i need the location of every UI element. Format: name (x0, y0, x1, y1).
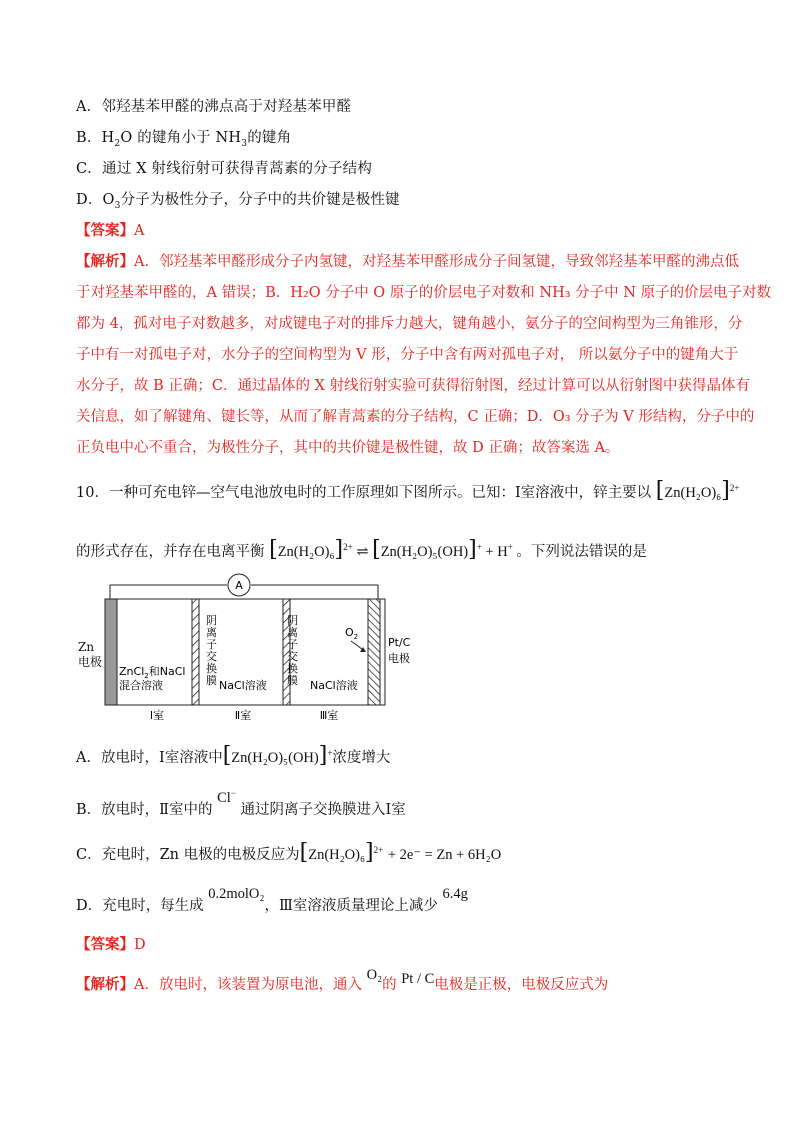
q10-option-c-post: + 2e⁻ = Zn + 6H₂O (387, 846, 502, 863)
battery-diagram (95, 573, 411, 723)
q9-option-a: A．邻羟基苯甲醛的沸点高于对羟基苯甲醛 (76, 99, 352, 115)
q9-answer-value: A (134, 223, 145, 239)
q10-option-a-post: 浓度增大 (332, 749, 391, 766)
q10-option-c (76, 840, 501, 865)
q10-eq-plus: + H (485, 543, 508, 560)
room3-solution: NaCl溶液 (310, 679, 358, 692)
room1-solution: ZnCl$_2$和NaCl (119, 665, 186, 680)
q10-eq-left-charge: 2+ (343, 542, 353, 552)
q9-option-b-sub2: 3 (241, 138, 248, 149)
q10-complex-1: $[Zn(H_2O)_6]^{2+}$ (655, 477, 740, 503)
q10-option-d-amount: 0.2molO₂ (208, 886, 265, 902)
q9-option-d (76, 190, 400, 216)
svg-text:阴: 阴 (287, 614, 298, 627)
q9-option-b-post: 的键角 (247, 130, 292, 146)
q9-option-b-pre: B．H (76, 130, 115, 146)
q10-option-c-species: $[Zn(H_2O)_6]^{2+}$ (299, 839, 384, 865)
q10-analysis (76, 967, 609, 995)
zn-label-2: 电极 (78, 655, 103, 669)
q10-eq-h-charge: + (507, 542, 513, 552)
room1-label: Ⅰ室 (149, 709, 165, 722)
room2-label: Ⅱ室 (234, 709, 252, 722)
q10-option-d (76, 886, 468, 916)
q9-analysis-line-6: 关信息，如了解键角、键长等，从而了解青蒿素的分子结构，C 正确；D．O₃ 分子为 V 形结构，分子中的 (76, 409, 755, 425)
membrane-1-label (206, 614, 217, 687)
q10-option-a (76, 743, 390, 768)
o2-label: $O_2$ (345, 626, 359, 641)
q10-answer-label: 【答案】 (76, 936, 134, 953)
room1-solution-2: 混合溶液 (119, 679, 163, 692)
svg-text:子: 子 (287, 638, 298, 651)
q10-option-b-pre: B．放电时，Ⅱ室中的 (76, 801, 213, 818)
svg-text:阴: 阴 (206, 614, 217, 627)
q10-eq-arrow: ⇌ (356, 543, 369, 560)
q10-stem-line-2 (76, 537, 647, 562)
q9-analysis-label: 【解析】 (76, 253, 134, 270)
q9-analysis-line-5: 水分子，故 B 正确；C．通过晶体的 X 射线衍射实验可获得衍射图，经过计算可以从衍射图中获得晶体有 (76, 378, 751, 394)
q10-analysis-pre: A．放电时，该装置为原电池，通入 (134, 977, 362, 993)
q10-answer-value: D (134, 937, 146, 953)
q10-analysis-post: 电极是正极，电极反应式为 (434, 977, 609, 993)
svg-text:换: 换 (206, 662, 217, 675)
zn-electrode-label (78, 640, 102, 670)
ptc-label-2: 电极 (388, 652, 410, 665)
svg-text:子: 子 (206, 638, 217, 651)
svg-text:交: 交 (206, 650, 217, 663)
q9-analysis-line-4: 子中有一对孤电子对，水分子的空间构型为 V 形，分子中含有两对孤电子对， 所以氨分子中的键角大于 (76, 347, 739, 363)
svg-text:膜: 膜 (206, 674, 217, 687)
svg-text:离: 离 (206, 626, 217, 639)
svg-text:交: 交 (287, 650, 298, 663)
membrane-1 (192, 599, 199, 705)
q10-analysis-ptc: Pt / C (401, 971, 435, 987)
membrane-2-label (287, 614, 298, 687)
ptc-electrode (368, 599, 380, 705)
q9-option-c: C．通过 X 射线衍射可获得青蒿素的分子结构 (76, 161, 373, 177)
ammeter-label: A (235, 579, 243, 592)
q9-option-d-post: 分子为极性分子，分子中的共价键是极性键 (120, 192, 400, 208)
q9-answer (76, 221, 144, 241)
svg-text:离: 离 (287, 626, 298, 639)
q9-analysis-line-1 (76, 252, 739, 272)
q9-option-b-mid: O 的键角小于 NH (120, 130, 242, 146)
q9-analysis-text-1: A．邻羟基苯甲醛形成分子内氢键，对羟基苯甲醛形成分子间氢键，导致邻羟基苯甲醛的沸点低 (134, 254, 739, 270)
q10-stem-line-1 (76, 478, 739, 503)
q10-stem-text-2: 的形式存在，并存在电离平衡 (76, 543, 265, 560)
q10-option-a-species: [Zn(H₂O)₅(OH)]+ (222, 742, 333, 768)
zn-electrode (105, 599, 117, 705)
q9-analysis-line-3: 都为 4，孤对电子对数越多，对成键电子对的排斥力越大，键角越小，氨分子的空间构型为三角锥形，分 (76, 316, 743, 332)
q10-complex-1-charge: 2+ (729, 483, 740, 493)
room3-label: Ⅲ室 (319, 709, 339, 722)
q10-stem-text-3: 。下列说法错误的是 (516, 543, 647, 560)
q9-analysis-line-7: 正负电中心不重合，为极性分子，其中的共价键是极性键，故 D 正确；故答案选 A。 (76, 440, 620, 456)
q9-option-d-sub: 3 (114, 200, 121, 211)
q9-answer-label: 【答案】 (76, 222, 134, 239)
q9-analysis-line-2: 于对羟基苯甲醛的，A 错误；B．H₂O 分子中 O 原子的价层电子对数和 NH₃ 分子中 N 原子的价层电子对数 (76, 285, 772, 301)
q10-option-b-species: Cl− (217, 788, 236, 806)
q10-option-b (76, 788, 406, 820)
q10-eq-right: Zn(H₂O)₅(OH) (380, 543, 469, 560)
q10-option-a-pre: A．放电时，Ⅰ室溶液中 (76, 749, 223, 766)
ptc-label: Pt/C (388, 636, 411, 649)
q10-stem-text-1: 10．一种可充电锌—空气电池放电时的工作原理如下图所示。已知：Ⅰ室溶液中，锌主要以 (76, 484, 652, 501)
q10-eq-left: Zn(H₂O)₆ (277, 543, 335, 560)
q9-option-b (76, 128, 291, 154)
zn-label: Zn (78, 640, 95, 654)
q10-eq-right-charge: + (476, 542, 482, 552)
q9-option-b-sub: 2 (114, 138, 121, 149)
q10-option-c-pre: C．充电时，Zn 电极的电极反应为 (76, 846, 300, 863)
q10-analysis-mid: 的 (382, 977, 397, 993)
q10-answer (76, 935, 146, 955)
q10-option-d-pre: D．充电时，每生成 (76, 898, 204, 914)
svg-text:膜: 膜 (287, 674, 298, 687)
q10-option-d-mass: 6.4g (442, 886, 468, 902)
room2-solution: NaCl溶液 (219, 679, 267, 692)
q10-option-b-post: 通过阴离子交换膜进入Ⅰ室 (240, 801, 406, 818)
svg-text:换: 换 (287, 662, 298, 675)
q9-option-d-pre: D．O (76, 192, 115, 208)
q10-option-d-mid: ，Ⅲ室溶液质量理论上减少 (264, 898, 438, 914)
q10-analysis-label: 【解析】 (76, 976, 134, 993)
q10-complex-1-body: Zn(H₂O)₆ (664, 484, 722, 501)
q10-equilibrium: $[Zn(H_2O)_6]^{2+}$ ⇌ [Zn(H₂O)₅(OH)]+ + H+ (269, 536, 513, 562)
q10-analysis-o2: O₂ (366, 967, 383, 983)
